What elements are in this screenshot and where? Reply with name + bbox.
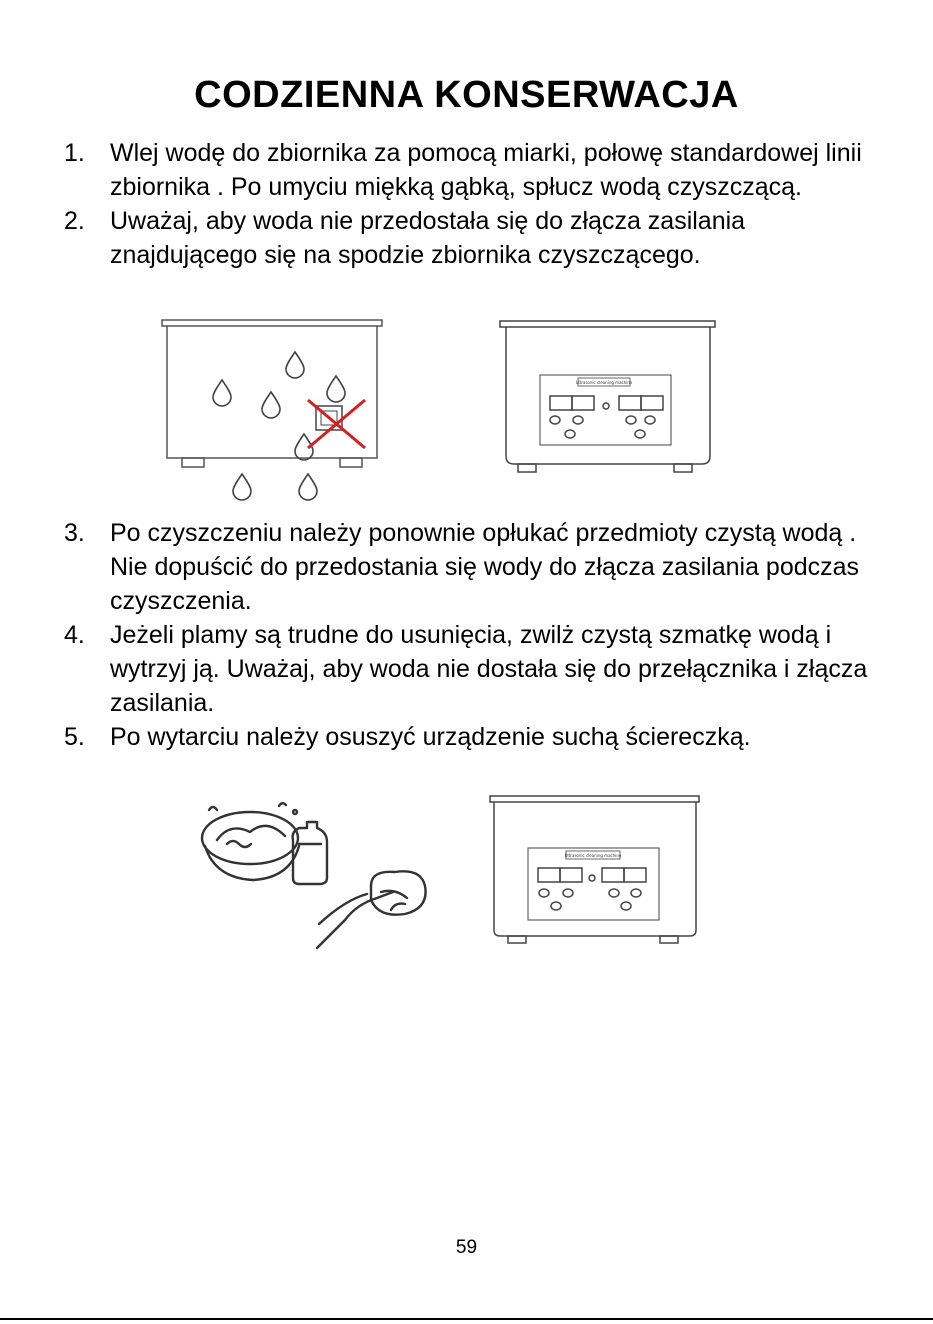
water-drop-icon <box>213 352 345 500</box>
step-number: 5. <box>64 723 85 751</box>
list-item <box>0 516 933 618</box>
list-item <box>0 720 933 754</box>
step-text: Po czyszczeniu należy ponownie opłukać przedmioty czystą wodą . Nie dopuścić do przedostania się wody do złącza zasilania podczas czyszczenia. <box>110 519 860 615</box>
step-text: Po wytarciu należy osuszyć urządzenie suchą ściereczką. <box>110 723 751 751</box>
steps-list-top <box>0 136 933 272</box>
tank-bottom-water-illustration <box>160 318 390 503</box>
list-item <box>0 136 933 204</box>
list-item <box>0 618 933 720</box>
step-text: Uważaj, aby woda nie przedostała się do złącza zasilania znajdującego się na spodzie zbiornika czyszczącego. <box>110 207 746 269</box>
step-number: 3. <box>64 519 85 547</box>
ultrasonic-device-illustration <box>498 318 720 476</box>
step-number: 2. <box>64 207 85 235</box>
list-item <box>0 204 933 272</box>
step-number: 4. <box>64 621 85 649</box>
step-number: 1. <box>64 139 85 167</box>
step-text: Jeżeli plamy są trudne do usunięcia, zwilż czystą szmatkę wodą i wytrzyj ją. Uważaj, aby woda nie dostała się do przełącznika i złącza zasilania. <box>110 621 868 717</box>
page-number: 59 <box>455 1237 478 1258</box>
bottom-divider <box>0 1318 933 1320</box>
steps-list-bottom <box>0 516 933 754</box>
washing-cloth-illustration <box>195 800 435 950</box>
device-panel-label: Ultrasonic cleaning machine <box>575 380 633 385</box>
ultrasonic-device-illustration <box>488 794 702 944</box>
hand-with-cloth-icon <box>317 871 426 948</box>
prohibited-power-socket-icon <box>308 400 365 448</box>
device-panel-label: Ultrasonic cleaning machine <box>564 853 622 858</box>
washing-bowl-icon <box>202 803 299 880</box>
page-title: CODZIENNA KONSERWACJA <box>194 74 739 116</box>
step-text: Wlej wodę do zbiornika za pomocą miarki, połowę standardowej linii zbiornika . Po umyciu miękką gąbką, spłucz wodą czyszczącą. <box>110 139 862 201</box>
